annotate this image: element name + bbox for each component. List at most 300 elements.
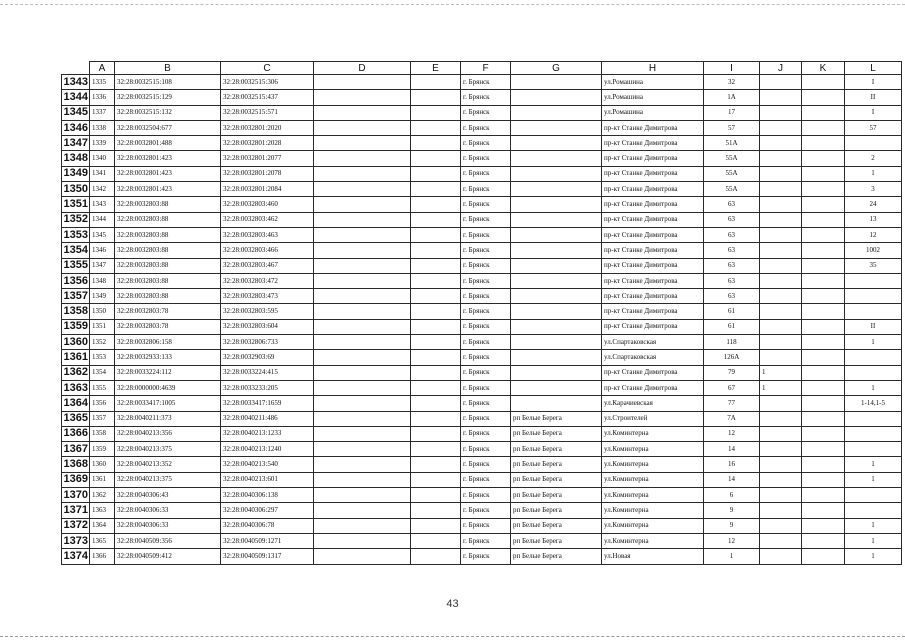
cell-f[interactable]: г. Брянск — [461, 227, 511, 242]
column-header-j[interactable]: J — [760, 62, 802, 75]
cell-e[interactable] — [411, 442, 461, 457]
cell-f[interactable]: г. Брянск — [461, 166, 511, 181]
cell-l[interactable] — [845, 304, 902, 319]
cell-a[interactable]: 1362 — [90, 488, 115, 503]
cell-l[interactable]: 1-14,1-5 — [845, 396, 902, 411]
row-number[interactable]: 1344 — [62, 90, 90, 105]
column-header-b[interactable]: B — [115, 62, 221, 75]
cell-b[interactable]: 32:28:0032933:133 — [115, 350, 221, 365]
cell-c[interactable]: 32:28:0032801:2077 — [221, 151, 314, 166]
column-header-c[interactable]: C — [221, 62, 314, 75]
cell-l[interactable] — [845, 503, 902, 518]
row-number[interactable]: 1361 — [62, 350, 90, 365]
cell-a[interactable]: 1351 — [90, 319, 115, 334]
cell-e[interactable] — [411, 90, 461, 105]
cell-b[interactable]: 32:28:0032515:108 — [115, 75, 221, 90]
cell-f[interactable]: г. Брянск — [461, 335, 511, 350]
cell-g[interactable]: рп Белые Берега — [511, 488, 602, 503]
cell-k[interactable] — [802, 488, 845, 503]
cell-e[interactable] — [411, 488, 461, 503]
cell-a[interactable]: 1341 — [90, 166, 115, 181]
cell-e[interactable] — [411, 136, 461, 151]
cell-b[interactable]: 32:28:0032806:158 — [115, 335, 221, 350]
cell-l[interactable] — [845, 136, 902, 151]
cell-a[interactable]: 1338 — [90, 120, 115, 135]
cell-k[interactable] — [802, 411, 845, 426]
cell-d[interactable] — [314, 365, 411, 380]
cell-a[interactable]: 1353 — [90, 350, 115, 365]
cell-b[interactable]: 32:28:0032803:88 — [115, 227, 221, 242]
cell-a[interactable]: 1345 — [90, 227, 115, 242]
cell-a[interactable]: 1363 — [90, 503, 115, 518]
cell-a[interactable]: 1350 — [90, 304, 115, 319]
cell-b[interactable]: 32:28:0040509:356 — [115, 533, 221, 548]
cell-a[interactable]: 1359 — [90, 442, 115, 457]
cell-a[interactable]: 1357 — [90, 411, 115, 426]
cell-f[interactable]: г. Брянск — [461, 319, 511, 334]
cell-l[interactable]: I — [845, 75, 902, 90]
cell-e[interactable] — [411, 197, 461, 212]
cell-f[interactable]: г. Брянск — [461, 396, 511, 411]
cell-d[interactable] — [314, 335, 411, 350]
cell-c[interactable]: 32:28:0032801:2078 — [221, 166, 314, 181]
cell-e[interactable] — [411, 258, 461, 273]
cell-h[interactable]: ул.Коминтерна — [602, 472, 704, 487]
cell-a[interactable]: 1342 — [90, 182, 115, 197]
cell-l[interactable]: 1 — [845, 549, 902, 564]
cell-c[interactable]: 32:28:0032803:463 — [221, 227, 314, 242]
cell-l[interactable]: 1 — [845, 518, 902, 533]
cell-j[interactable] — [760, 426, 802, 441]
cell-j[interactable] — [760, 151, 802, 166]
cell-g[interactable] — [511, 75, 602, 90]
cell-a[interactable]: 1336 — [90, 90, 115, 105]
cell-g[interactable]: рп Белые Берега — [511, 533, 602, 548]
cell-c[interactable]: 32:28:0032903:69 — [221, 350, 314, 365]
cell-k[interactable] — [802, 304, 845, 319]
cell-l[interactable] — [845, 350, 902, 365]
row-number[interactable]: 1364 — [62, 396, 90, 411]
cell-b[interactable]: 32:28:0040211:373 — [115, 411, 221, 426]
cell-k[interactable] — [802, 549, 845, 564]
cell-f[interactable]: г. Брянск — [461, 182, 511, 197]
cell-h[interactable]: ул.Карачиевская — [602, 396, 704, 411]
cell-i[interactable]: 63 — [704, 258, 760, 273]
row-number[interactable]: 1360 — [62, 335, 90, 350]
column-header-e[interactable]: E — [411, 62, 461, 75]
row-number[interactable]: 1348 — [62, 151, 90, 166]
cell-g[interactable]: рп Белые Берега — [511, 457, 602, 472]
cell-a[interactable]: 1340 — [90, 151, 115, 166]
cell-h[interactable]: пр-кт Станке Димитрова — [602, 151, 704, 166]
cell-i[interactable]: 61 — [704, 304, 760, 319]
cell-e[interactable] — [411, 319, 461, 334]
cell-d[interactable] — [314, 472, 411, 487]
cell-g[interactable]: рп Белые Берега — [511, 442, 602, 457]
column-header-a[interactable]: A — [90, 62, 115, 75]
cell-j[interactable] — [760, 411, 802, 426]
cell-l[interactable]: 24 — [845, 197, 902, 212]
cell-k[interactable] — [802, 380, 845, 395]
cell-e[interactable] — [411, 273, 461, 288]
row-number[interactable]: 1355 — [62, 258, 90, 273]
cell-f[interactable]: г. Брянск — [461, 105, 511, 120]
cell-f[interactable]: г. Брянск — [461, 350, 511, 365]
cell-g[interactable] — [511, 380, 602, 395]
cell-l[interactable]: II — [845, 319, 902, 334]
cell-l[interactable]: 1 — [845, 335, 902, 350]
cell-l[interactable]: 2 — [845, 151, 902, 166]
cell-d[interactable] — [314, 90, 411, 105]
cell-h[interactable]: ул.Спартаковская — [602, 350, 704, 365]
cell-c[interactable]: 32:28:0033224:415 — [221, 365, 314, 380]
cell-k[interactable] — [802, 212, 845, 227]
cell-i[interactable]: 126А — [704, 350, 760, 365]
cell-g[interactable] — [511, 197, 602, 212]
cell-j[interactable] — [760, 166, 802, 181]
cell-c[interactable]: 32:28:0040213:540 — [221, 457, 314, 472]
cell-h[interactable]: ул.Ромашина — [602, 90, 704, 105]
cell-c[interactable]: 32:28:0040213:601 — [221, 472, 314, 487]
column-header-d[interactable]: D — [314, 62, 411, 75]
cell-k[interactable] — [802, 151, 845, 166]
cell-f[interactable]: г. Брянск — [461, 488, 511, 503]
cell-b[interactable]: 32:28:0033417:1005 — [115, 396, 221, 411]
row-number[interactable]: 1354 — [62, 243, 90, 258]
cell-k[interactable] — [802, 442, 845, 457]
cell-i[interactable]: 12 — [704, 533, 760, 548]
cell-c[interactable]: 32:28:0040306:78 — [221, 518, 314, 533]
cell-l[interactable]: 1 — [845, 472, 902, 487]
cell-b[interactable]: 32:28:0032803:88 — [115, 258, 221, 273]
cell-l[interactable] — [845, 365, 902, 380]
row-number[interactable]: 1368 — [62, 457, 90, 472]
row-number[interactable]: 1363 — [62, 380, 90, 395]
cell-d[interactable] — [314, 182, 411, 197]
cell-a[interactable]: 1347 — [90, 258, 115, 273]
cell-j[interactable]: 1 — [760, 380, 802, 395]
cell-g[interactable] — [511, 273, 602, 288]
cell-k[interactable] — [802, 136, 845, 151]
cell-k[interactable] — [802, 518, 845, 533]
cell-j[interactable] — [760, 335, 802, 350]
cell-g[interactable]: рп Белые Берега — [511, 518, 602, 533]
cell-i[interactable]: 16 — [704, 457, 760, 472]
cell-d[interactable] — [314, 212, 411, 227]
cell-c[interactable]: 32:28:0032803:462 — [221, 212, 314, 227]
cell-b[interactable]: 32:28:0032504:677 — [115, 120, 221, 135]
cell-b[interactable]: 32:28:0040306:43 — [115, 488, 221, 503]
row-number[interactable]: 1372 — [62, 518, 90, 533]
cell-a[interactable]: 1346 — [90, 243, 115, 258]
cell-f[interactable]: г. Брянск — [461, 212, 511, 227]
cell-j[interactable] — [760, 212, 802, 227]
column-header-k[interactable]: K — [802, 62, 845, 75]
cell-k[interactable] — [802, 90, 845, 105]
cell-g[interactable] — [511, 396, 602, 411]
cell-h[interactable]: пр-кт Станке Димитрова — [602, 380, 704, 395]
cell-f[interactable]: г. Брянск — [461, 549, 511, 564]
cell-j[interactable] — [760, 518, 802, 533]
cell-k[interactable] — [802, 365, 845, 380]
cell-l[interactable]: 12 — [845, 227, 902, 242]
cell-d[interactable] — [314, 258, 411, 273]
cell-e[interactable] — [411, 350, 461, 365]
cell-f[interactable]: г. Брянск — [461, 503, 511, 518]
cell-b[interactable]: 32:28:0040306:33 — [115, 503, 221, 518]
cell-c[interactable]: 32:28:0032801:2084 — [221, 182, 314, 197]
cell-a[interactable]: 1354 — [90, 365, 115, 380]
cell-c[interactable]: 32:28:0032801:2020 — [221, 120, 314, 135]
cell-l[interactable]: 13 — [845, 212, 902, 227]
cell-i[interactable]: 14 — [704, 442, 760, 457]
cell-e[interactable] — [411, 304, 461, 319]
cell-k[interactable] — [802, 319, 845, 334]
cell-c[interactable]: 32:28:0033417:1659 — [221, 396, 314, 411]
cell-l[interactable] — [845, 289, 902, 304]
cell-h[interactable]: пр-кт Станке Димитрова — [602, 273, 704, 288]
cell-b[interactable]: 32:28:0040213:375 — [115, 442, 221, 457]
cell-c[interactable]: 32:28:0040509:1271 — [221, 533, 314, 548]
cell-d[interactable] — [314, 549, 411, 564]
cell-e[interactable] — [411, 380, 461, 395]
cell-f[interactable]: г. Брянск — [461, 442, 511, 457]
row-number[interactable]: 1357 — [62, 289, 90, 304]
cell-h[interactable]: ул.Ромашина — [602, 105, 704, 120]
cell-b[interactable]: 32:28:0040306:33 — [115, 518, 221, 533]
row-number[interactable]: 1349 — [62, 166, 90, 181]
cell-c[interactable]: 32:28:0040306:297 — [221, 503, 314, 518]
cell-l[interactable]: 1 — [845, 533, 902, 548]
cell-d[interactable] — [314, 105, 411, 120]
cell-k[interactable] — [802, 75, 845, 90]
cell-l[interactable] — [845, 411, 902, 426]
cell-b[interactable]: 32:28:0040509:412 — [115, 549, 221, 564]
cell-j[interactable] — [760, 136, 802, 151]
cell-f[interactable]: г. Брянск — [461, 533, 511, 548]
cell-b[interactable]: 32:28:0032803:88 — [115, 273, 221, 288]
cell-e[interactable] — [411, 335, 461, 350]
cell-c[interactable]: 32:28:0032803:472 — [221, 273, 314, 288]
cell-j[interactable] — [760, 273, 802, 288]
cell-c[interactable]: 32:28:0032803:604 — [221, 319, 314, 334]
cell-a[interactable]: 1339 — [90, 136, 115, 151]
cell-h[interactable]: ул.Строителей — [602, 411, 704, 426]
cell-b[interactable]: 32:28:0032803:88 — [115, 289, 221, 304]
cell-g[interactable]: рп Белые Берега — [511, 411, 602, 426]
cell-h[interactable]: ул.Коминтерна — [602, 442, 704, 457]
cell-b[interactable]: 32:28:0032801:423 — [115, 151, 221, 166]
cell-c[interactable]: 32:28:0033233:205 — [221, 380, 314, 395]
cell-l[interactable]: II — [845, 90, 902, 105]
cell-k[interactable] — [802, 166, 845, 181]
row-number[interactable]: 1351 — [62, 197, 90, 212]
cell-b[interactable]: 32:28:0033224:112 — [115, 365, 221, 380]
cell-e[interactable] — [411, 243, 461, 258]
cell-d[interactable] — [314, 350, 411, 365]
cell-d[interactable] — [314, 411, 411, 426]
cell-k[interactable] — [802, 335, 845, 350]
cell-d[interactable] — [314, 457, 411, 472]
cell-f[interactable]: г. Брянск — [461, 518, 511, 533]
cell-g[interactable] — [511, 136, 602, 151]
column-header-f[interactable]: F — [461, 62, 511, 75]
row-number[interactable]: 1353 — [62, 227, 90, 242]
cell-f[interactable]: г. Брянск — [461, 243, 511, 258]
cell-i[interactable]: 32 — [704, 75, 760, 90]
cell-g[interactable] — [511, 335, 602, 350]
cell-h[interactable]: ул.Коминтерна — [602, 533, 704, 548]
cell-e[interactable] — [411, 426, 461, 441]
cell-j[interactable] — [760, 503, 802, 518]
cell-f[interactable]: г. Брянск — [461, 365, 511, 380]
cell-k[interactable] — [802, 227, 845, 242]
row-number[interactable]: 1366 — [62, 426, 90, 441]
cell-e[interactable] — [411, 411, 461, 426]
cell-d[interactable] — [314, 197, 411, 212]
cell-l[interactable]: 57 — [845, 120, 902, 135]
cell-i[interactable]: 55А — [704, 166, 760, 181]
cell-b[interactable]: 32:28:0032803:88 — [115, 212, 221, 227]
cell-e[interactable] — [411, 503, 461, 518]
row-number[interactable]: 1350 — [62, 182, 90, 197]
cell-h[interactable]: пр-кт Станке Димитрова — [602, 227, 704, 242]
cell-a[interactable]: 1343 — [90, 197, 115, 212]
cell-b[interactable]: 32:28:0032803:88 — [115, 243, 221, 258]
cell-h[interactable]: пр-кт Станке Димитрова — [602, 243, 704, 258]
cell-g[interactable] — [511, 227, 602, 242]
cell-l[interactable]: 1 — [845, 457, 902, 472]
cell-i[interactable]: 63 — [704, 243, 760, 258]
row-number[interactable]: 1367 — [62, 442, 90, 457]
cell-j[interactable] — [760, 90, 802, 105]
cell-k[interactable] — [802, 396, 845, 411]
cell-c[interactable]: 32:28:0032803:595 — [221, 304, 314, 319]
cell-d[interactable] — [314, 289, 411, 304]
cell-k[interactable] — [802, 350, 845, 365]
cell-d[interactable] — [314, 75, 411, 90]
cell-c[interactable]: 32:28:0032515:437 — [221, 90, 314, 105]
cell-l[interactable] — [845, 273, 902, 288]
cell-c[interactable]: 32:28:0032803:467 — [221, 258, 314, 273]
cell-e[interactable] — [411, 166, 461, 181]
cell-e[interactable] — [411, 365, 461, 380]
row-number[interactable]: 1346 — [62, 120, 90, 135]
cell-h[interactable]: пр-кт Станке Димитрова — [602, 120, 704, 135]
row-number[interactable]: 1370 — [62, 488, 90, 503]
cell-a[interactable]: 1365 — [90, 533, 115, 548]
cell-h[interactable]: пр-кт Станке Димитрова — [602, 304, 704, 319]
cell-b[interactable]: 32:28:0000000:4639 — [115, 380, 221, 395]
row-number[interactable]: 1374 — [62, 549, 90, 564]
cell-h[interactable]: пр-кт Станке Димитрова — [602, 319, 704, 334]
cell-i[interactable]: 55А — [704, 151, 760, 166]
cell-i[interactable]: 77 — [704, 396, 760, 411]
cell-a[interactable]: 1348 — [90, 273, 115, 288]
cell-k[interactable] — [802, 120, 845, 135]
cell-j[interactable] — [760, 472, 802, 487]
cell-f[interactable]: г. Брянск — [461, 151, 511, 166]
cell-b[interactable]: 32:28:0032801:423 — [115, 166, 221, 181]
cell-h[interactable]: пр-кт Станке Димитрова — [602, 258, 704, 273]
cell-j[interactable]: 1 — [760, 365, 802, 380]
cell-d[interactable] — [314, 503, 411, 518]
cell-i[interactable]: 63 — [704, 227, 760, 242]
cell-f[interactable]: г. Брянск — [461, 411, 511, 426]
row-number[interactable]: 1373 — [62, 533, 90, 548]
cell-j[interactable] — [760, 396, 802, 411]
cell-a[interactable]: 1335 — [90, 75, 115, 90]
cell-e[interactable] — [411, 533, 461, 548]
row-number[interactable]: 1352 — [62, 212, 90, 227]
cell-l[interactable]: 1 — [845, 166, 902, 181]
cell-h[interactable]: ул.Коминтерна — [602, 488, 704, 503]
cell-e[interactable] — [411, 227, 461, 242]
cell-c[interactable]: 32:28:0032806:733 — [221, 335, 314, 350]
cell-j[interactable] — [760, 304, 802, 319]
cell-i[interactable]: 12 — [704, 426, 760, 441]
column-header-i[interactable]: I — [704, 62, 760, 75]
cell-b[interactable]: 32:28:0032515:132 — [115, 105, 221, 120]
cell-i[interactable]: 57 — [704, 120, 760, 135]
cell-e[interactable] — [411, 472, 461, 487]
cell-h[interactable]: пр-кт Станке Димитрова — [602, 166, 704, 181]
cell-k[interactable] — [802, 243, 845, 258]
cell-i[interactable]: 79 — [704, 365, 760, 380]
cell-j[interactable] — [760, 197, 802, 212]
cell-a[interactable]: 1358 — [90, 426, 115, 441]
cell-c[interactable]: 32:28:0040213:1240 — [221, 442, 314, 457]
cell-i[interactable]: 7А — [704, 411, 760, 426]
row-number[interactable]: 1365 — [62, 411, 90, 426]
cell-j[interactable] — [760, 75, 802, 90]
cell-i[interactable]: 1А — [704, 90, 760, 105]
cell-c[interactable]: 32:28:0032803:460 — [221, 197, 314, 212]
cell-g[interactable] — [511, 304, 602, 319]
cell-e[interactable] — [411, 457, 461, 472]
row-number[interactable]: 1362 — [62, 365, 90, 380]
cell-g[interactable] — [511, 243, 602, 258]
cell-h[interactable]: ул.Новая — [602, 549, 704, 564]
cell-i[interactable]: 55А — [704, 182, 760, 197]
cell-d[interactable] — [314, 243, 411, 258]
cell-h[interactable]: ул.Коминтерна — [602, 426, 704, 441]
cell-k[interactable] — [802, 426, 845, 441]
cell-b[interactable]: 32:28:0032803:88 — [115, 197, 221, 212]
row-number[interactable]: 1345 — [62, 105, 90, 120]
cell-h[interactable]: пр-кт Станке Димитрова — [602, 182, 704, 197]
cell-g[interactable] — [511, 151, 602, 166]
cell-i[interactable]: 63 — [704, 197, 760, 212]
cell-k[interactable] — [802, 105, 845, 120]
cell-a[interactable]: 1356 — [90, 396, 115, 411]
cell-e[interactable] — [411, 120, 461, 135]
cell-f[interactable]: г. Брянск — [461, 120, 511, 135]
cell-a[interactable]: 1337 — [90, 105, 115, 120]
cell-a[interactable]: 1349 — [90, 289, 115, 304]
cell-b[interactable]: 32:28:0032515:129 — [115, 90, 221, 105]
cell-k[interactable] — [802, 197, 845, 212]
cell-f[interactable]: г. Брянск — [461, 273, 511, 288]
cell-d[interactable] — [314, 151, 411, 166]
row-number[interactable]: 1358 — [62, 304, 90, 319]
cell-i[interactable]: 63 — [704, 289, 760, 304]
cell-j[interactable] — [760, 227, 802, 242]
cell-j[interactable] — [760, 289, 802, 304]
cell-k[interactable] — [802, 533, 845, 548]
cell-j[interactable] — [760, 533, 802, 548]
cell-h[interactable]: пр-кт Станке Димитрова — [602, 136, 704, 151]
